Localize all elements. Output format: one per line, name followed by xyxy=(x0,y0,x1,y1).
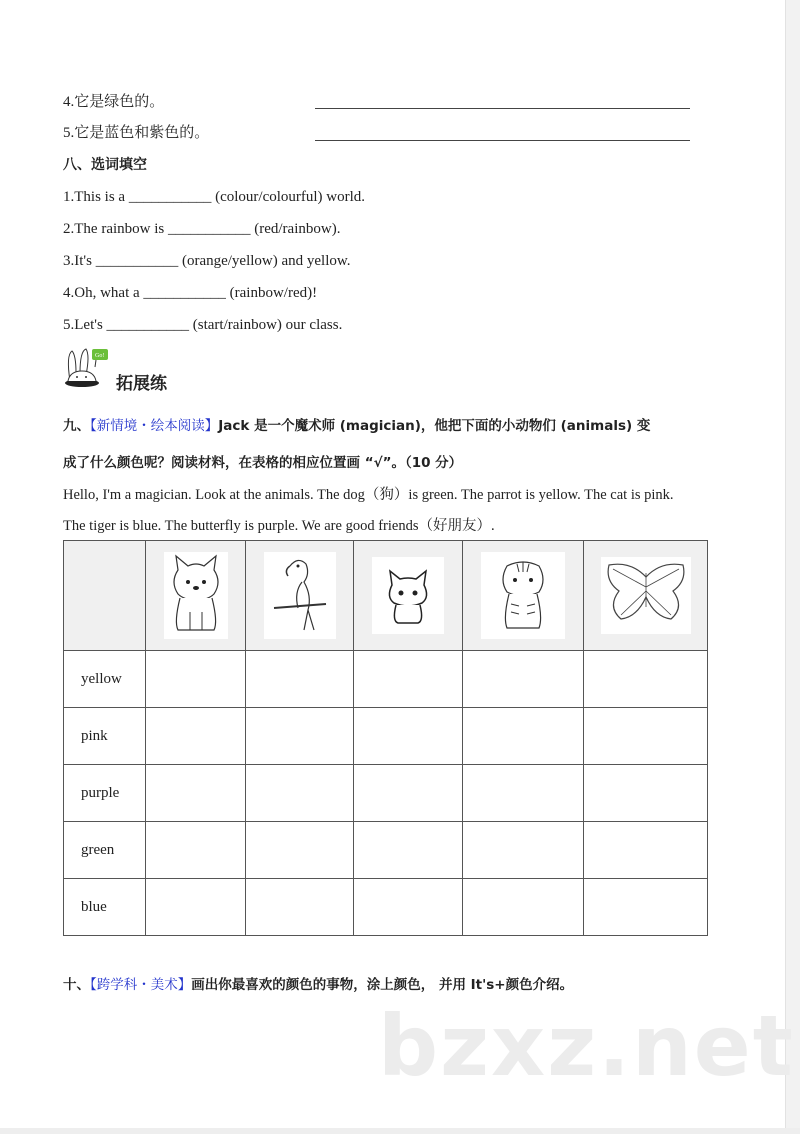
header-empty-cell xyxy=(64,541,146,651)
header-butterfly xyxy=(584,541,708,651)
section9-question-line2: 成了什么颜色呢？阅读材料，在表格的相应位置画 “√”。（10 分） xyxy=(63,455,463,471)
table-row xyxy=(64,765,708,822)
answer-cell[interactable] xyxy=(354,879,463,936)
color-label: blue xyxy=(64,879,146,936)
answer-cell[interactable] xyxy=(463,708,584,765)
page-bottom-edge xyxy=(0,1128,800,1134)
watermark: bzxz.net xyxy=(378,997,795,1095)
answer-cell[interactable] xyxy=(146,651,246,708)
butterfly-icon xyxy=(601,557,691,634)
section9-question-line1 xyxy=(63,416,650,436)
s7-item-4: 4.它是绿色的。 xyxy=(63,94,165,110)
section9-tag: 【新情境・绘本阅读】 xyxy=(90,418,219,434)
answer-cell[interactable] xyxy=(463,765,584,822)
section10-text: 画出你最喜欢的颜色的事物，涂上颜色， 并用 It's+颜色介绍。 xyxy=(191,977,574,993)
answer-cell[interactable] xyxy=(146,708,246,765)
section8-heading: 八、选词填空 xyxy=(63,157,147,173)
s7-item-5: 5.它是蓝色和紫色的。 xyxy=(63,125,210,141)
answer-cell[interactable] xyxy=(584,708,708,765)
table-row xyxy=(64,822,708,879)
rabbit-icon xyxy=(62,345,112,395)
section9-line1: Jack 是一个魔术师 (magician)，他把下面的小动物们 (animals) 变 xyxy=(218,418,651,434)
answer-cell[interactable] xyxy=(463,879,584,936)
section10-number: 十、 xyxy=(63,977,90,993)
answer-cell[interactable] xyxy=(584,822,708,879)
color-label: purple xyxy=(64,765,146,822)
s8-item: 4.Oh, what a ___________ (rainbow/red)! xyxy=(63,285,318,301)
answer-cell[interactable] xyxy=(354,651,463,708)
table-header-row xyxy=(64,541,708,651)
answer-cell[interactable] xyxy=(246,708,354,765)
header-tiger xyxy=(463,541,584,651)
answer-cell[interactable] xyxy=(354,708,463,765)
section10-tag: 【跨学科・美术】 xyxy=(90,977,192,993)
color-label: yellow xyxy=(64,651,146,708)
color-label: pink xyxy=(64,708,146,765)
answer-cell[interactable] xyxy=(146,822,246,879)
answer-cell[interactable] xyxy=(354,765,463,822)
section9-number: 九、 xyxy=(63,418,90,434)
extension-title: 拓展练 xyxy=(116,374,167,394)
s8-item: 3.It's ___________ (orange/yellow) and yellow. xyxy=(63,253,351,269)
passage-line1: Hello, I'm a magician. Look at the animals. The dog（狗）is green. The parrot is yellow. The cat is pink. xyxy=(63,487,674,503)
answer-cell[interactable] xyxy=(463,822,584,879)
answer-cell[interactable] xyxy=(146,765,246,822)
s8-item: 1.This is a ___________ (colour/colourful) world. xyxy=(63,189,366,205)
answer-cell[interactable] xyxy=(146,879,246,936)
s8-item: 5.Let's ___________ (start/rainbow) our class. xyxy=(63,317,343,333)
table-row xyxy=(64,708,708,765)
dog-icon xyxy=(164,552,228,639)
bubble-text: Go! xyxy=(95,353,105,359)
answer-cell[interactable] xyxy=(246,879,354,936)
color-label: green xyxy=(64,822,146,879)
answer-cell[interactable] xyxy=(354,822,463,879)
page-edge xyxy=(785,0,800,1134)
parrot-icon xyxy=(264,552,336,639)
answer-cell[interactable] xyxy=(584,765,708,822)
section10-question xyxy=(63,975,573,995)
s8-item: 2.The rainbow is ___________ (red/rainbow). xyxy=(63,221,341,237)
answer-cell[interactable] xyxy=(584,651,708,708)
header-parrot xyxy=(246,541,354,651)
answer-cell[interactable] xyxy=(463,651,584,708)
header-cat xyxy=(354,541,463,651)
answer-cell[interactable] xyxy=(246,822,354,879)
cat-icon xyxy=(372,557,444,634)
answer-table xyxy=(63,540,708,936)
table-row xyxy=(64,651,708,708)
answer-cell[interactable] xyxy=(246,651,354,708)
answer-cell[interactable] xyxy=(584,879,708,936)
answer-blank-5[interactable] xyxy=(315,139,690,141)
header-dog xyxy=(146,541,246,651)
tiger-icon xyxy=(481,552,565,639)
answer-blank-4[interactable] xyxy=(315,107,690,109)
table-row xyxy=(64,879,708,936)
answer-cell[interactable] xyxy=(246,765,354,822)
passage-line2: The tiger is blue. The butterfly is purple. We are good friends（好朋友）. xyxy=(63,518,495,534)
